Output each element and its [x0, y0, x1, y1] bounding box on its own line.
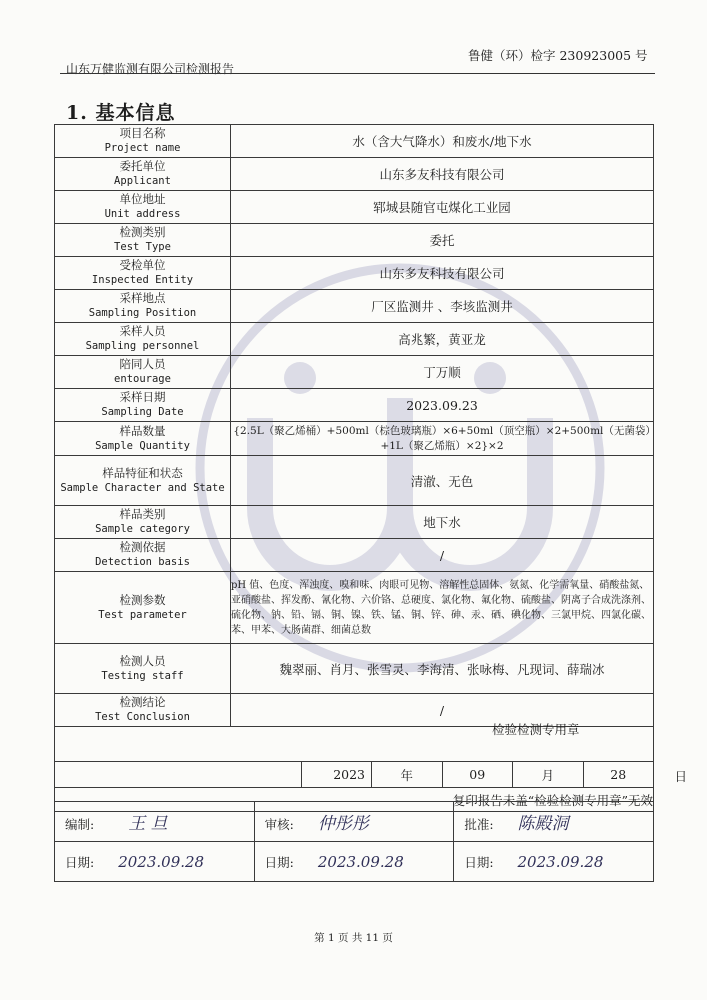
table-row — [55, 257, 654, 290]
reviewed-label: 审核: — [264, 817, 294, 832]
blank-cell — [55, 762, 302, 788]
signature-table — [54, 801, 654, 882]
label-cn: 采样地点 — [119, 291, 166, 305]
table-row — [55, 290, 654, 323]
field-label — [55, 125, 231, 158]
field-label — [55, 389, 231, 422]
field-label — [55, 356, 231, 389]
table-row — [55, 539, 654, 572]
table-row — [55, 422, 654, 456]
label-en: Sampling personnel — [85, 340, 200, 352]
header-divider — [60, 73, 655, 74]
reviewed-date: 2023.09.28 — [317, 852, 404, 871]
compiled-date: 2023.09.28 — [118, 852, 205, 871]
table-row — [55, 572, 654, 644]
issue-day: 28 — [610, 767, 627, 782]
reviewed-cell — [254, 802, 454, 842]
field-label — [55, 572, 231, 644]
issue-year: 2023 — [301, 762, 372, 788]
table-row — [55, 323, 654, 356]
label-cn: 检测参数 — [119, 592, 166, 607]
field-label — [55, 422, 231, 456]
field-value: 水（含大气降水）和废水/地下水 — [231, 125, 654, 158]
compiled-date-cell — [55, 842, 255, 882]
field-value: {2.5L（聚乙烯桶）+500ml（棕色玻璃瓶）×6+50ml（顶空瓶）×2+500ml（无菌袋）+1L（聚乙烯瓶）×2}×2 — [231, 422, 654, 456]
field-value: 委托 — [231, 224, 654, 257]
table-row — [55, 506, 654, 539]
field-label — [55, 158, 231, 191]
label-en: Unit address — [104, 208, 181, 220]
table-row — [55, 191, 654, 224]
approved-date-cell — [454, 842, 654, 882]
issue-day-cell — [583, 762, 687, 788]
field-label — [55, 224, 231, 257]
year-unit: 年 — [372, 762, 443, 788]
label-cn: 项目名称 — [119, 126, 166, 140]
field-value: 丁万顺 — [231, 356, 654, 389]
label-en: Inspected Entity — [91, 274, 194, 286]
date-label: 日期: — [264, 854, 294, 870]
report-number: 鲁健（环）检字 230923005 号 — [468, 48, 648, 63]
field-value: 高兆繁，黄亚龙 — [231, 323, 654, 356]
issue-month: 09 — [442, 762, 513, 788]
field-value: pH 值、色度、浑浊度、嗅和味、肉眼可见物、溶解性总固体、氨氮、化学需氧量、硝酸盐氮、亚硝酸盐、挥发酚、氰化物、六价铬、总硬度、氯化物、氟化物、硫酸盐、阴离子合成洗涤剂、硫化物、钠、铅、镉、铜、镍、铁、锰、铜、锌、砷、汞、硒、碘化物、三氯甲烷、四氯化碳、苯、甲苯、大肠菌群、细菌总数 — [231, 572, 654, 644]
table-row — [55, 224, 654, 257]
label-cn: 检测结论 — [119, 695, 166, 709]
month-unit: 月 — [513, 762, 584, 788]
day-unit: 日 — [674, 769, 687, 784]
field-value: 山东多友科技有限公司 — [231, 257, 654, 290]
label-en: Test Type — [114, 241, 171, 253]
label-en: Sample Quantity — [95, 439, 190, 452]
table-row — [55, 356, 654, 389]
basic-info-table — [54, 124, 687, 812]
field-label — [55, 456, 231, 506]
table-row — [55, 125, 654, 158]
field-label — [55, 257, 231, 290]
label-en: Sample Character and State — [60, 481, 225, 494]
label-en: Detection basis — [95, 556, 190, 568]
company-report-title: 山东万健监测有限公司检测报告 — [66, 62, 235, 76]
compiled-signature: 王 旦 — [128, 814, 168, 834]
label-cn: 采样日期 — [119, 390, 166, 404]
date-label: 日期: — [65, 854, 95, 870]
field-value: 魏翠丽、肖月、张雪灵、李海清、张咏梅、凡现词、薛瑞冰 — [231, 644, 654, 694]
approved-cell — [454, 802, 654, 842]
label-cn: 检测类别 — [119, 225, 166, 239]
label-cn: 委托单位 — [119, 159, 166, 173]
approved-label: 批准: — [464, 817, 494, 832]
date-label: 日期: — [464, 854, 494, 870]
copy-note: 复印报告未盖“检验检测专用章”无效 — [55, 788, 654, 812]
field-value: 2023.09.23 — [231, 389, 654, 422]
field-label — [55, 506, 231, 539]
issue-date-row — [55, 762, 654, 788]
field-value: / — [231, 694, 654, 727]
label-en: Sample category — [95, 523, 190, 535]
label-en: Test Conclusion — [95, 711, 190, 723]
label-en: Sampling Date — [101, 406, 184, 418]
field-value: / — [231, 539, 654, 572]
label-cn: 受检单位 — [119, 258, 166, 272]
stamp-label: 检验检测专用章 — [492, 722, 580, 737]
field-label — [55, 323, 231, 356]
label-en: Applicant — [114, 175, 171, 187]
label-cn: 单位地址 — [119, 192, 166, 206]
label-en: entourage — [114, 373, 171, 385]
signature-row — [55, 802, 654, 842]
table-row — [55, 389, 654, 422]
field-value: 地下水 — [231, 506, 654, 539]
reviewed-signature: 仲彤彤 — [317, 814, 369, 834]
label-cn: 检测人员 — [119, 653, 166, 668]
field-value: 厂区监测井 、李垓监测井 — [231, 290, 654, 323]
section-title: 1. 基本信息 — [66, 102, 176, 124]
label-en: Sampling Position — [88, 307, 197, 319]
label-cn: 样品数量 — [119, 423, 166, 438]
label-en: Testing staff — [101, 669, 184, 682]
approved-date: 2023.09.28 — [517, 852, 604, 871]
label-cn: 采样人员 — [119, 324, 166, 338]
reviewed-date-cell — [254, 842, 454, 882]
table-row — [55, 644, 654, 694]
label-cn: 样品类别 — [119, 507, 166, 521]
compiled-label: 编制: — [65, 817, 95, 832]
page-footer: 第 1 页 共 11 页 — [314, 932, 393, 944]
label-cn: 样品特征和状态 — [102, 465, 183, 480]
compiled-cell — [55, 802, 255, 842]
table-row — [55, 456, 654, 506]
approved-signature: 陈殿洞 — [517, 814, 569, 834]
field-label — [55, 191, 231, 224]
field-label — [55, 290, 231, 323]
field-value: 郓城县随官屯煤化工业园 — [231, 191, 654, 224]
field-label — [55, 539, 231, 572]
label-en: Test parameter — [98, 608, 187, 621]
table-row — [55, 158, 654, 191]
field-value: 清澈、无色 — [231, 456, 654, 506]
signature-date-row — [55, 842, 654, 882]
field-value: 山东多友科技有限公司 — [231, 158, 654, 191]
field-label — [55, 644, 231, 694]
label-cn: 检测依据 — [119, 540, 166, 554]
label-en: Project name — [104, 142, 181, 154]
label-cn: 陪同人员 — [119, 357, 166, 371]
field-label — [55, 694, 231, 727]
